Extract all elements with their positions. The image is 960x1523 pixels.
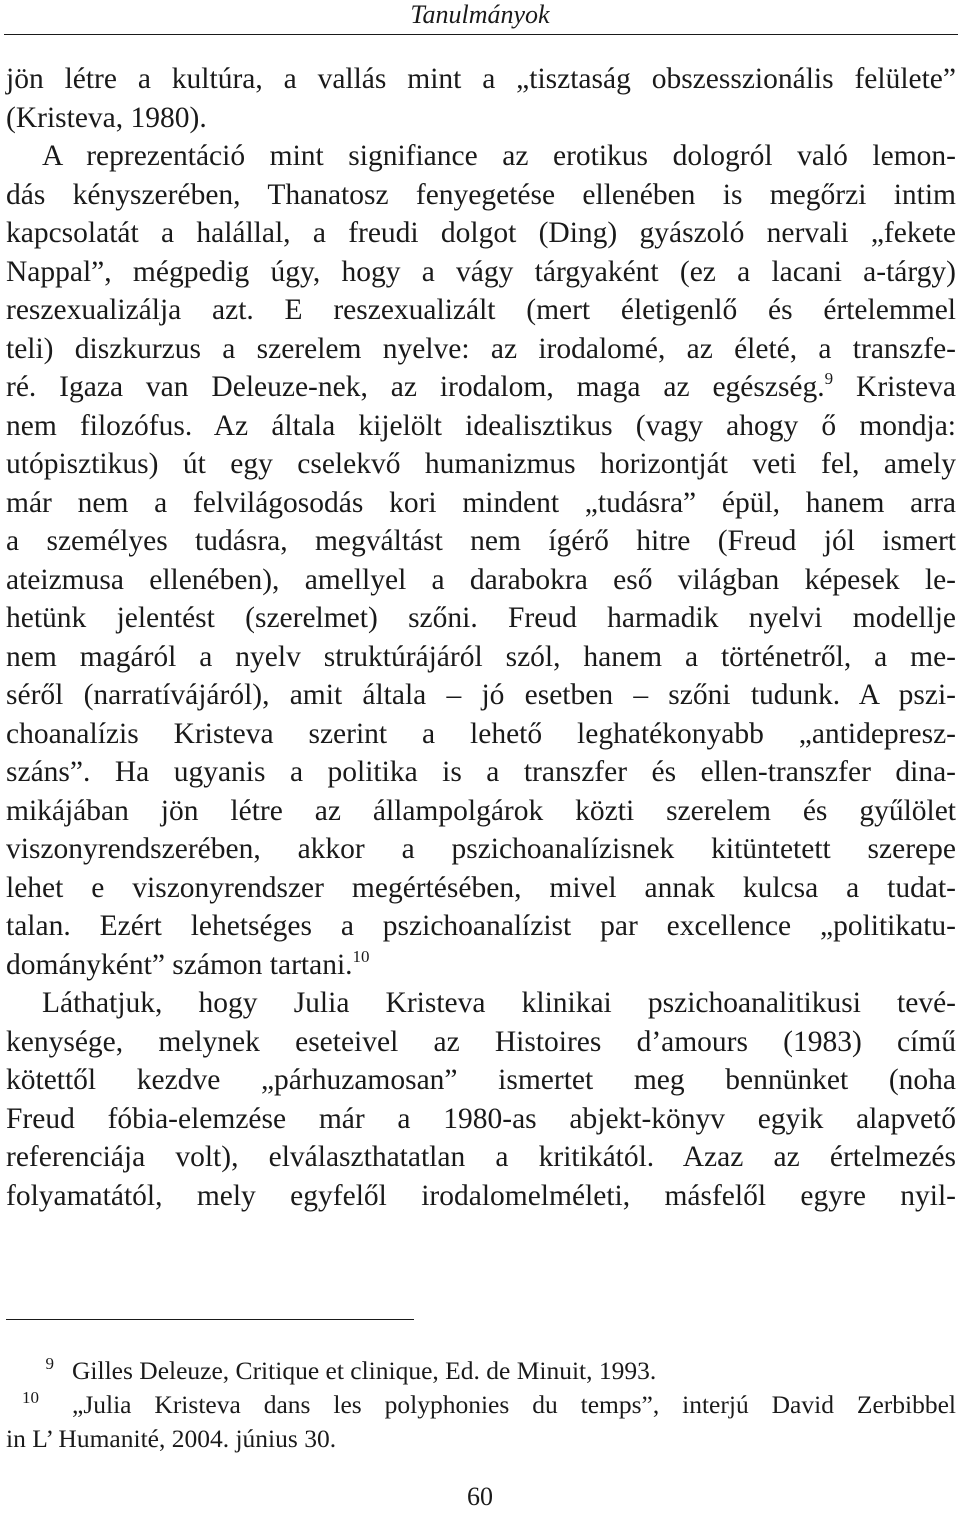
body-line-text: A reprezentáció mint signifiance az erotikus dologról való lemon- bbox=[42, 140, 956, 172]
body-line bbox=[6, 176, 956, 215]
page-number: 60 bbox=[467, 1482, 493, 1511]
body-line-text: már nem a felvilágosodás kori mindent „tudásra” épül, hanem arra bbox=[6, 486, 956, 519]
body-line-text: choanalízis Kristeva szerint a lehető leghatékonyabb „antidepresz- bbox=[6, 717, 956, 750]
body-line-text: mikájában jön létre az állampolgárok közti szerelem és gyűlölet bbox=[6, 794, 956, 827]
body-line bbox=[6, 907, 956, 946]
body-line bbox=[6, 291, 956, 330]
body-line-text: nem filozófus. Az általa kijelölt idealisztikus (vagy ahogy ő mondja: bbox=[6, 409, 956, 442]
footnote bbox=[6, 1354, 956, 1388]
footnote-reference: 10 bbox=[352, 946, 370, 966]
body-line-text: hetünk jelentést (szerelmet) szőni. Freud harmadik nyelvi modellje bbox=[6, 602, 956, 634]
body-line bbox=[6, 214, 956, 253]
footnote-text: „Julia Kristeva dans les polyphonies du temps”, interjú David Zerbibbel bbox=[72, 1390, 956, 1419]
body-line-text: kapcsolatát a halállal, a freudi dolgot (Ding) gyászoló nervali „fekete bbox=[6, 217, 956, 249]
body-line bbox=[6, 330, 956, 369]
footnote bbox=[6, 1388, 956, 1422]
body-text bbox=[6, 60, 956, 1215]
body-line-text: ateizmusa ellenében), amellyel a darabokra eső világban képesek le- bbox=[6, 563, 956, 596]
body-line-text-after: Kristeva bbox=[833, 371, 956, 403]
body-line bbox=[6, 484, 956, 523]
body-line-text: nem magáról a nyelv struktúrájáról szól, hanem a történetről, a me- bbox=[6, 640, 956, 673]
body-line bbox=[6, 253, 956, 292]
body-line bbox=[6, 561, 956, 600]
running-head: Tanulmányok bbox=[410, 0, 550, 29]
footnote-rule bbox=[6, 1319, 414, 1320]
body-line-text: utópisztikus) út egy cselekvő humanizmus horizontját veti fel, amely bbox=[6, 448, 956, 480]
body-line bbox=[6, 946, 956, 985]
body-line-text: reszexualizálja azt. E reszexualizált (mert életigenlő és értelemmel bbox=[6, 294, 956, 326]
body-line-text: séről (narratívájáról), amit általa – jó esetben – szőni tudunk. A pszi- bbox=[6, 679, 956, 711]
body-line bbox=[6, 1023, 956, 1062]
body-line-text: ré. Igaza van Deleuze-nek, az irodalom, maga az egészség. bbox=[6, 371, 825, 403]
body-line-text: dományként” számon tartani. bbox=[6, 948, 353, 981]
header-rule bbox=[4, 34, 958, 35]
body-line-text: kenysége, melynek eseteivel az Histoires d’amours (1983) című bbox=[6, 1025, 956, 1058]
body-line bbox=[6, 792, 956, 831]
body-line-text: kötettől kezdve „párhuzamosan” ismertet meg bennünket (noha bbox=[6, 1064, 956, 1096]
footnote-number: 10 bbox=[22, 1388, 39, 1407]
body-line bbox=[6, 1138, 956, 1177]
body-line bbox=[6, 99, 956, 138]
body-line bbox=[6, 445, 956, 484]
footnote-text: Gilles Deleuze, Critique et clinique, Ed. de Minuit, 1993. bbox=[72, 1356, 657, 1385]
body-line bbox=[6, 676, 956, 715]
body-line bbox=[6, 522, 956, 561]
body-line-text: teli) diszkurzus a szerelem nyelve: az irodalomé, az életé, a transzfe- bbox=[6, 332, 956, 365]
body-line-text: dás kényszerében, Thanatosz fenyegetése ellenében is megőrzi intim bbox=[6, 178, 956, 211]
body-line bbox=[6, 638, 956, 677]
body-line-text: jön létre a kultúra, a vallás mint a „tisztaság obszesszionális felülete” bbox=[6, 63, 956, 95]
body-line-text: Láthatjuk, hogy Julia Kristeva klinikai pszichoanalitikusi tevé- bbox=[42, 987, 956, 1019]
body-line bbox=[6, 1177, 956, 1216]
body-line bbox=[6, 60, 956, 99]
body-line bbox=[6, 1100, 956, 1139]
footnote-reference: 9 bbox=[824, 369, 834, 388]
body-line bbox=[6, 984, 956, 1023]
body-line-text: lehet e viszonyrendszer megértésében, mivel annak kulcsa a tudat- bbox=[6, 871, 956, 904]
body-line bbox=[6, 137, 956, 176]
footnote bbox=[6, 1422, 956, 1456]
body-line bbox=[6, 753, 956, 792]
body-line bbox=[6, 368, 956, 407]
body-line bbox=[6, 869, 956, 908]
body-line-text: száns”. Ha ugyanis a politika is a transzfer és ellen-transzfer dina- bbox=[6, 756, 956, 788]
body-line-text: (Kristeva, 1980). bbox=[6, 101, 207, 134]
body-line-text: referenciája volt), elválaszthatatlan a kritikától. Azaz az értelmezés bbox=[6, 1141, 956, 1173]
body-line-text: Freud fóbia-elemzése már a 1980-as abjekt-könyv egyik alapvető bbox=[6, 1102, 956, 1135]
footnotes bbox=[6, 1354, 956, 1456]
body-line bbox=[6, 599, 956, 638]
body-line bbox=[6, 715, 956, 754]
body-line bbox=[6, 830, 956, 869]
body-line bbox=[6, 407, 956, 446]
body-line-text: Nappal”, mégpedig úgy, hogy a vágy tárgyaként (ez a lacani a-tárgy) bbox=[6, 255, 956, 288]
body-line-text: viszonyrendszerében, akkor a pszichoanalízisnek kitüntetett szerepe bbox=[6, 833, 956, 865]
footnote-text: in L’ Humanité, 2004. június 30. bbox=[6, 1424, 337, 1453]
body-line-text: talan. Ezért lehetséges a pszichoanalízist par excellence „politikatu- bbox=[6, 910, 956, 942]
body-line-text: folyamatától, mely egyfelől irodalomelméleti, másfelől egyre nyil- bbox=[6, 1179, 956, 1212]
footnote-number: 9 bbox=[45, 1354, 54, 1373]
body-line-text: a személyes tudásra, megváltást nem ígérő hitre (Freud jól ismert bbox=[6, 525, 956, 557]
body-line bbox=[6, 1061, 956, 1100]
